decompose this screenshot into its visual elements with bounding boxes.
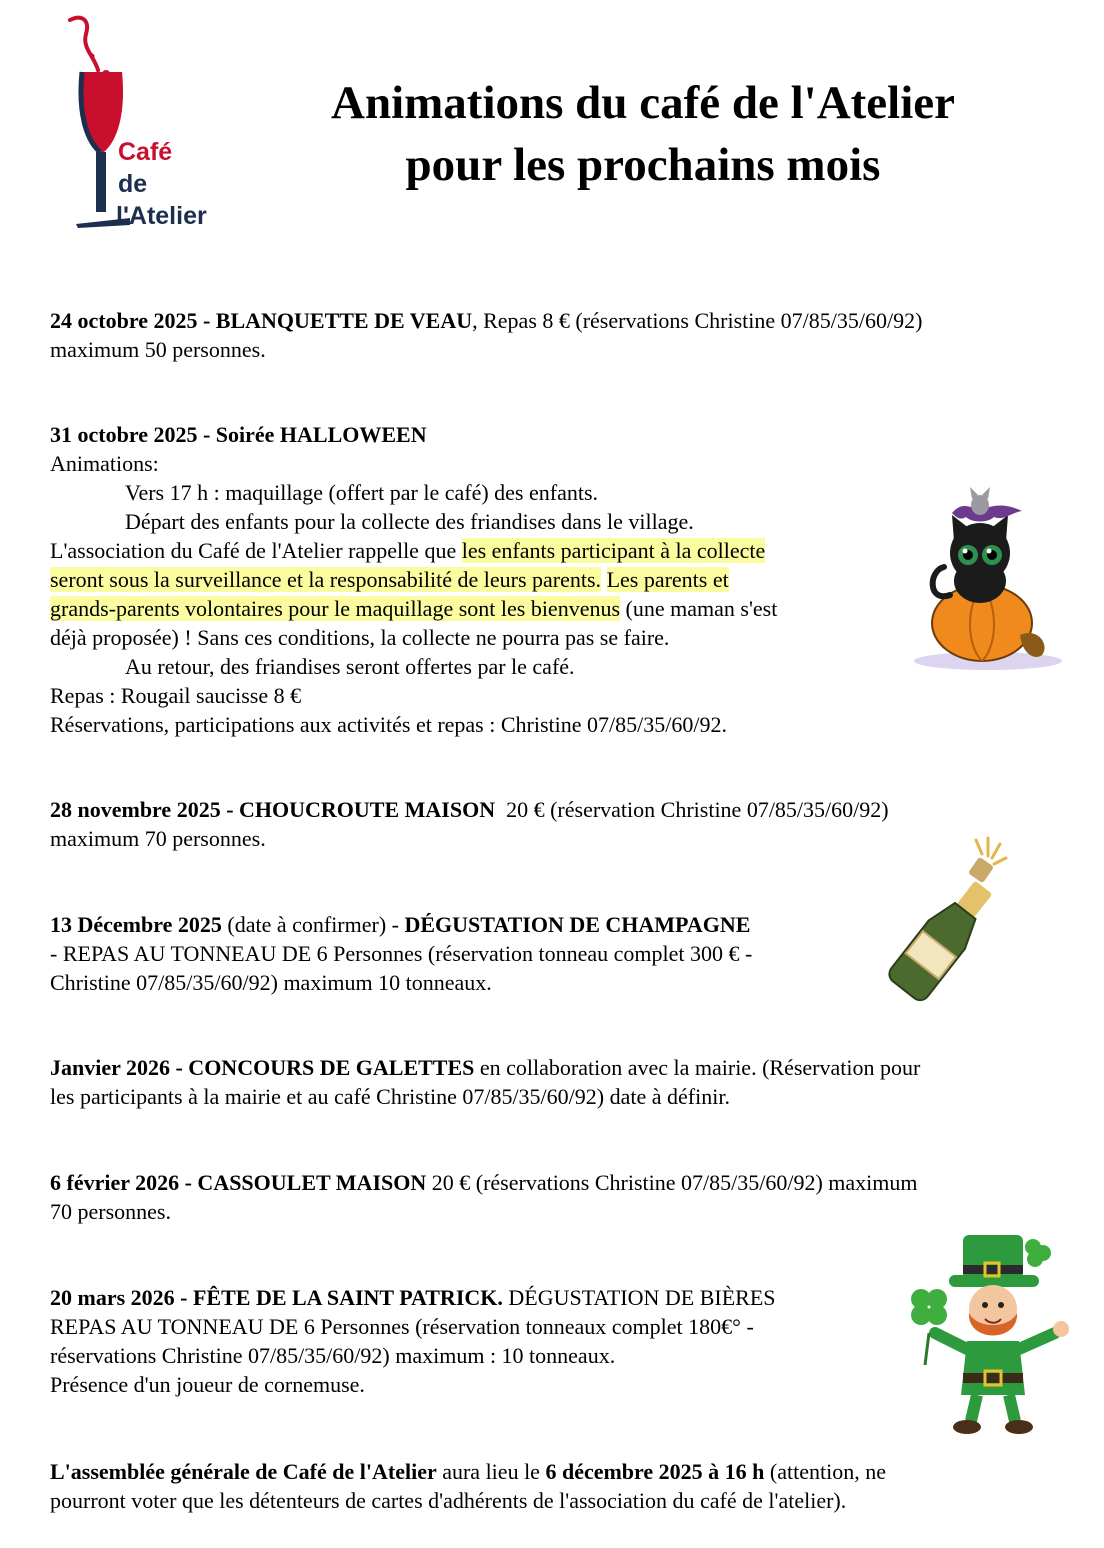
event-details: en collaboration avec la mairie. (Réservation pour — [474, 1055, 921, 1080]
event-details: , Repas 8 € (réservations Christine 07/85/35/60/92) — [472, 308, 923, 333]
event-details: 20 € (réservations Christine 07/85/35/60/92) maximum — [426, 1170, 918, 1195]
event-blanquette — [50, 306, 922, 364]
animation-item: Vers 17 h : maquillage (offert par le café) des enfants. — [125, 480, 599, 505]
event-note: (date à confirmer) - — [221, 912, 405, 937]
event-details-line2: les participants à la mairie et au café Christine 07/85/35/60/92) date à définir. — [50, 1084, 730, 1109]
event-capacity: maximum 50 personnes. — [50, 337, 266, 362]
event-date: 28 novembre 2025 - CHOUCROUTE MAISON — [50, 797, 496, 822]
event-capacity: réservations Christine 07/85/35/60/92) maximum : 10 tonneaux. — [50, 1343, 616, 1368]
space — [601, 567, 607, 592]
event-champagne — [50, 910, 752, 997]
event-capacity: Christine 07/85/35/60/92) maximum 10 tonneaux. — [50, 970, 492, 995]
event-date: 13 Décembre 2025 — [50, 912, 222, 937]
animations-label: Animations: — [50, 451, 159, 476]
animation-item: Départ des enfants pour la collecte des friandises dans le village. — [125, 509, 694, 534]
event-date: 31 octobre 2025 - Soirée HALLOWEEN — [50, 422, 427, 447]
event-title: DÉGUSTATION DE CHAMPAGNE — [404, 912, 751, 937]
animation-item: Au retour, des friandises seront offertes par le café. — [125, 654, 575, 679]
event-choucroute — [50, 795, 889, 853]
association-text: L'association du Café de l'Atelier rappelle que — [50, 538, 462, 563]
event-saint-patrick — [50, 1283, 776, 1399]
assembly-text-1: aura lieu le — [436, 1459, 546, 1484]
champagne-bottle-image — [876, 834, 1026, 1004]
event-details: 20 € (réservation Christine 07/85/35/60/92) — [495, 797, 889, 822]
general-assembly-notice — [50, 1457, 886, 1515]
highlighted-text: Les parents et — [606, 567, 729, 592]
logo-text-cafe: Café — [118, 138, 173, 166]
logo-text-atelier: l'Atelier — [116, 202, 207, 230]
event-details-line2: REPAS AU TONNEAU DE 6 Personnes (réservation tonneaux complet 180€° - — [50, 1314, 754, 1339]
assembly-date: 6 décembre 2025 à 16 h — [545, 1459, 765, 1484]
title-line-1: Animations du café de l'Atelier — [331, 77, 955, 129]
event-date: 6 février 2026 - CASSOULET MAISON — [50, 1170, 427, 1195]
event-capacity: maximum 70 personnes. — [50, 826, 266, 851]
meal-text: Repas : Rougail saucisse 8 € — [50, 683, 302, 708]
title-line-2: pour les prochains mois — [405, 139, 881, 191]
event-cassoulet — [50, 1168, 918, 1226]
assembly-bold-1: L'assemblée générale de Café de l'Atelier — [50, 1459, 437, 1484]
event-date: Janvier 2026 - CONCOURS DE GALETTES — [50, 1055, 475, 1080]
event-capacity: 70 personnes. — [50, 1199, 171, 1224]
event-date: 20 mars 2026 - FÊTE DE LA SAINT PATRICK. — [50, 1285, 503, 1310]
association-text: déjà proposée) ! Sans ces conditions, la collecte ne pourra pas se faire. — [50, 625, 670, 650]
halloween-cat-pumpkin-image — [910, 485, 1070, 675]
event-extra: Présence d'un joueur de cornemuse. — [50, 1372, 365, 1397]
cafe-logo — [60, 12, 230, 242]
highlighted-text: grands-parents volontaires pour le maquillage sont les bienvenus — [50, 596, 621, 621]
highlighted-text: seront sous la surveillance et la responsabilité de leurs parents. — [50, 567, 602, 592]
event-details: DÉGUSTATION DE BIÈRES — [502, 1285, 776, 1310]
association-text: (une maman s'est — [620, 596, 778, 621]
wine-glass-logo-icon — [60, 12, 230, 242]
reservation-text: Réservations, participations aux activités et repas : Christine 07/85/35/60/92. — [50, 712, 727, 737]
leprechaun-image — [905, 1225, 1080, 1440]
event-date: 24 octobre 2025 - BLANQUETTE DE VEAU — [50, 308, 473, 333]
event-galettes — [50, 1053, 920, 1111]
event-halloween — [50, 420, 777, 739]
event-details: - REPAS AU TONNEAU DE 6 Personnes (réservation tonneau complet 300 € - — [50, 941, 753, 966]
page-title — [240, 72, 1046, 196]
logo-text-de: de — [118, 170, 148, 198]
assembly-line-2: pourront voter que les détenteurs de cartes d'adhérents de l'association du café de l'atelier). — [50, 1488, 847, 1513]
assembly-text-2: (attention, ne — [764, 1459, 886, 1484]
highlighted-text: les enfants participant à la collecte — [461, 538, 766, 563]
